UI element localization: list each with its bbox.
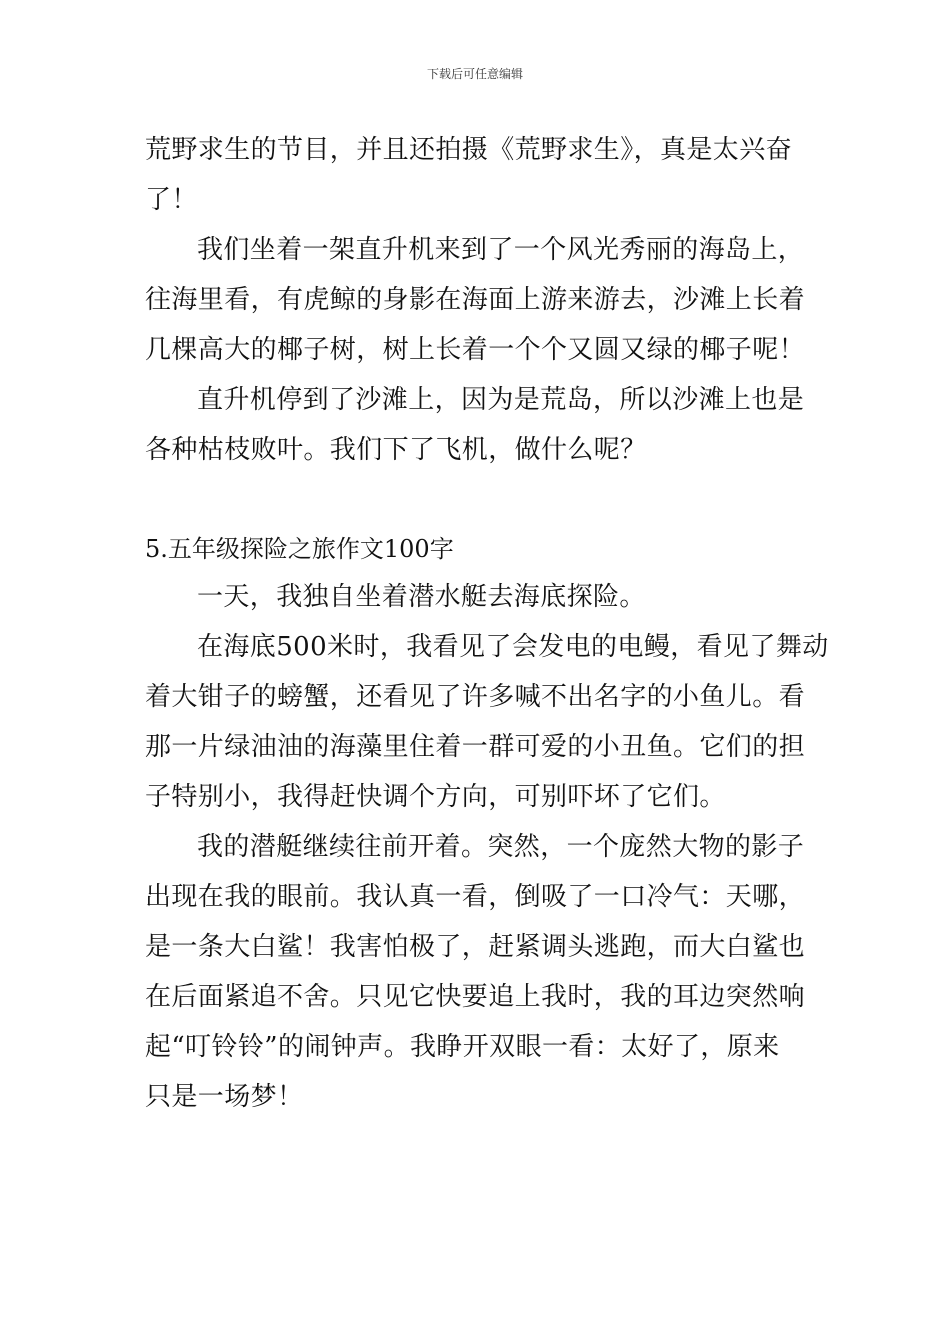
paragraph-line: 着大钳子的螃蟹，还看见了许多喊不出名字的小鱼儿。看: [145, 682, 806, 712]
paragraph-line: 在后面紧追不舍。只见它快要追上我时，我的耳边突然响: [145, 982, 806, 1012]
paragraph-line: 出现在我的眼前。我认真一看，倒吸了一口冷气：天哪，: [145, 882, 806, 912]
page-header: 下载后可任意编辑: [426, 67, 523, 81]
paragraph-line: 只是一场梦！: [145, 1082, 304, 1112]
paragraph-line: 往海里看，有虎鲸的身影在海面上游来游去，沙滩上长着: [145, 285, 806, 315]
paragraph-line: 我们坐着一架直升机来到了一个风光秀丽的海岛上，: [197, 235, 805, 265]
paragraph-line: 子特别小，我得赶快调个方向，可别吓坏了它们。: [145, 782, 726, 812]
paragraph-line: 各种枯枝败叶。我们下了飞机，做什么呢？: [145, 435, 647, 465]
paragraph-line: 在海底500米时，我看见了会发电的电鳗，看见了舞动: [197, 632, 829, 662]
paragraph-line: 几棵高大的椰子树，树上长着一个个又圆又绿的椰子呢！: [145, 335, 806, 365]
paragraph-line: 那一片绿油油的海藻里住着一群可爱的小丑鱼。它们的担: [145, 732, 806, 762]
paragraph-line: 了！: [145, 185, 198, 215]
paragraph-line: 直升机停到了沙滩上，因为是荒岛，所以沙滩上也是: [197, 385, 805, 415]
section-heading: 5.五年级探险之旅作文100字: [145, 535, 454, 563]
paragraph-line: 我的潜艇继续往前开着。突然，一个庞然大物的影子: [197, 832, 805, 862]
paragraph-line: 荒野求生的节目，并且还拍摄《荒野求生》，真是太兴奋: [145, 135, 793, 165]
paragraph-line: 起“叮铃铃”的闹钟声。我睁开双眼一看：太好了，原来: [145, 1032, 780, 1062]
paragraph-line: 是一条大白鲨！我害怕极了，赶紧调头逃跑，而大白鲨也: [145, 932, 806, 962]
paragraph-line: 一天，我独自坐着潜水艇去海底探险。: [197, 582, 646, 612]
